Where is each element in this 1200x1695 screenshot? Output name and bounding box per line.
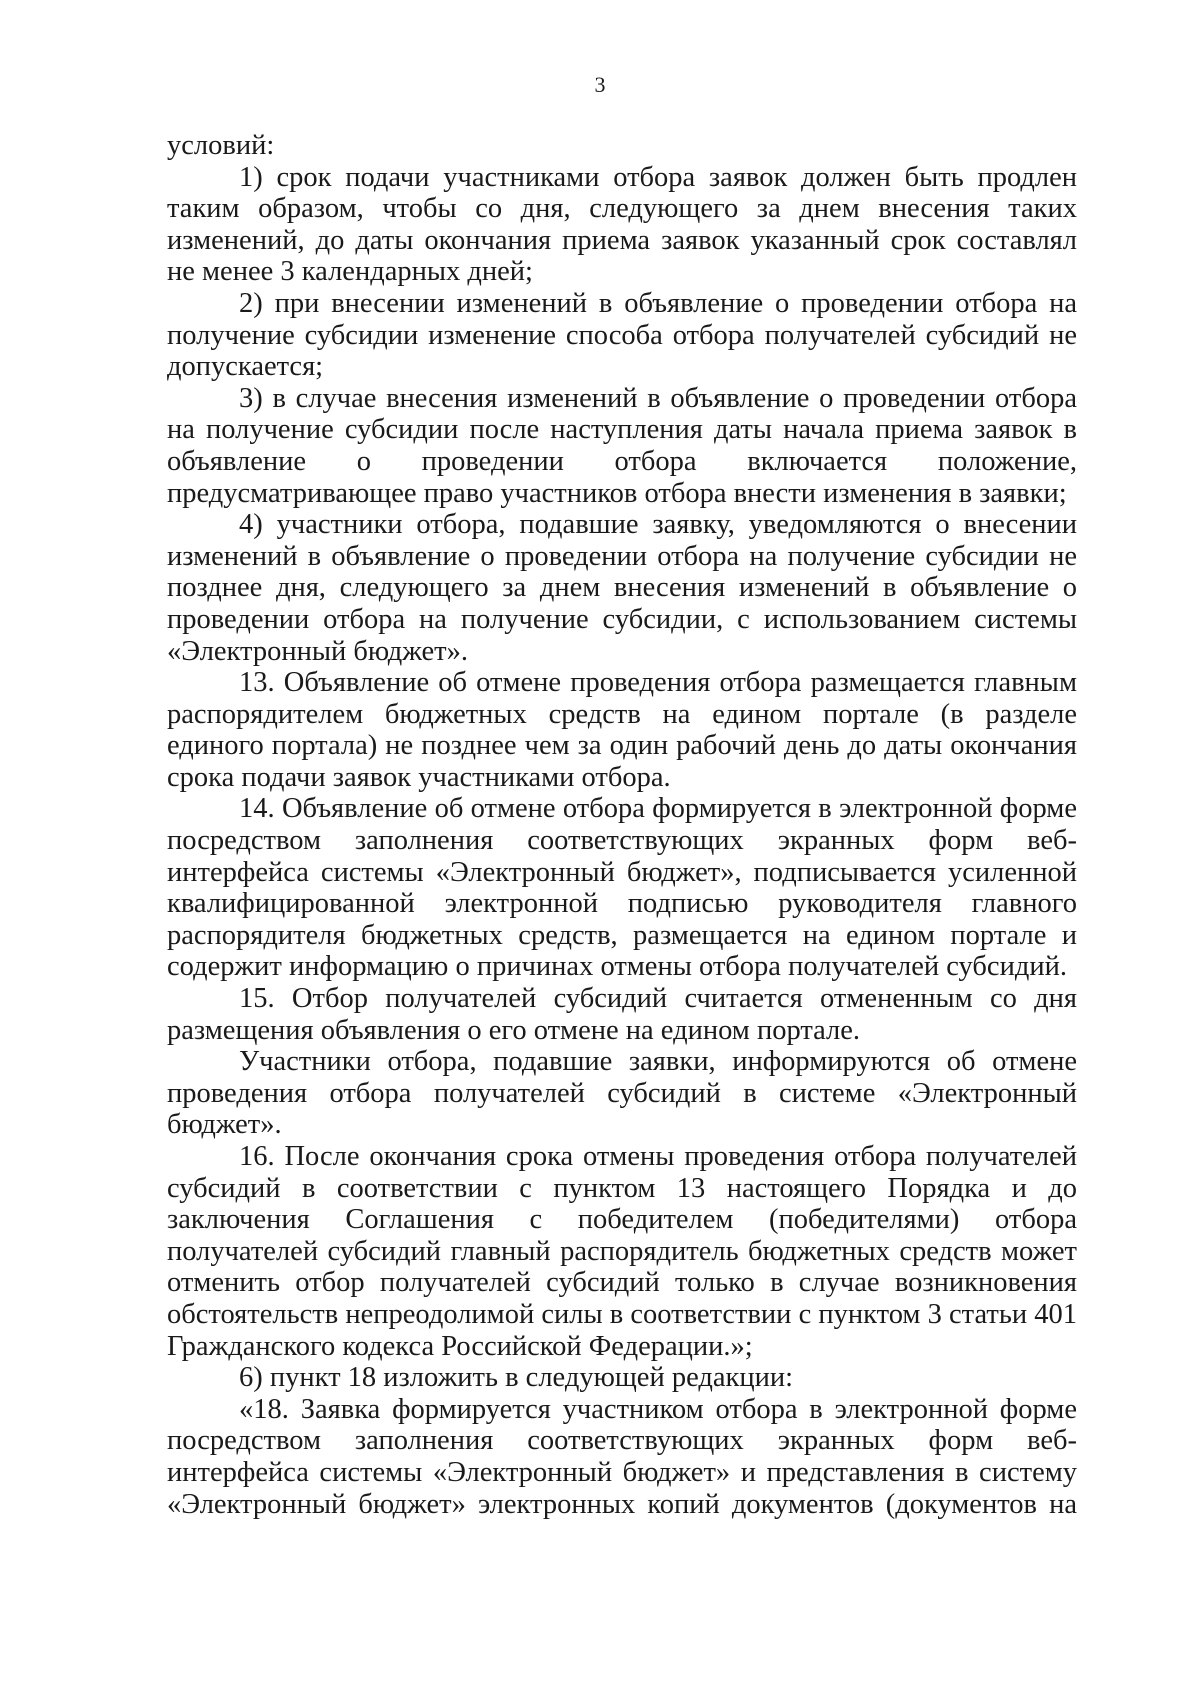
paragraph-clause-14: 14. Объявление об отмене отбора формируется в электронной форме посредством заполнения соответствующих экранных форм веб-интерфейса системы «Электронный бюджет», подписывается усиленной квалифицированной электронной подписью руководителя главного распорядителя бюджетных средств, размещается на едином портале и содержит информацию о причинах отмены отбора получателей субсидий. [167,793,1077,983]
paragraph-participants-notice: Участники отбора, подавшие заявки, информируются об отмене проведения отбора получателей субсидий в системе «Электронный бюджет». [167,1046,1077,1141]
paragraph-clause-18: «18. Заявка формируется участником отбора в электронной форме посредством заполнения соответствующих экранных форм веб-интерфейса системы «Электронный бюджет» и представления в систему «Электронный бюджет» электронных копий документов (документов на [167,1393,1077,1520]
paragraph-item-2: 2) при внесении изменений в объявление о проведении отбора на получение субсидии изменение способа отбора получателей субсидий не допускается; [167,287,1077,383]
paragraph-clause-13: 13. Объявление об отмене проведения отбора размещается главным распорядителем бюджетных средств на едином портале (в разделе единого портала) не позднее чем за один рабочий день до даты окончания срока подачи заявок участниками отбора. [167,667,1077,793]
paragraph-item-4: 4) участники отбора, подавшие заявку, уведомляются о внесении изменений в объявление о проведении отбора на получение субсидии не позднее дня, следующего за днем внесения изменений в объявление о проведении отбора на получение субсидии, с использованием системы «Электронный бюджет». [167,509,1077,667]
paragraph-item-6: 6) пункт 18 изложить в следующей редакции: [239,1362,794,1394]
page-number: 3 [594,72,606,97]
paragraph-item-3: 3) в случае внесения изменений в объявление о проведении отбора на получение субсидии после наступления даты начала приема заявок в объявление о проведении отбора включается положение, предусматривающее право участников отбора внести изменения в заявки; [167,382,1077,509]
paragraph-clause-16: 16. После окончания срока отмены проведения отбора получателей субсидий в соответствии с пунктом 13 настоящего Порядка и до заключения Соглашения с победителем (победителями) отбора получателей субсидий главный распорядитель бюджетных средств может отменить отбор получателей субсидий только в случае возникновения обстоятельств непреодолимой силы в соответствии с пунктом 3 статьи 401 Гражданского кодекса Российской Федерации.»; [167,1141,1077,1362]
document-body [167,130,1077,1520]
paragraph-continuation: условий: [167,130,275,161]
paragraph-clause-15: 15. Отбор получателей субсидий считается отмененным со дня размещения объявления о его отмене на едином портале. [167,983,1077,1046]
paragraph-item-1: 1) срок подачи участниками отбора заявок должен быть продлен таким образом, чтобы со дня, следующего за днем внесения таких изменений, до даты окончания приема заявок указанный срок составлял не менее 3 календарных дней; [167,161,1077,288]
